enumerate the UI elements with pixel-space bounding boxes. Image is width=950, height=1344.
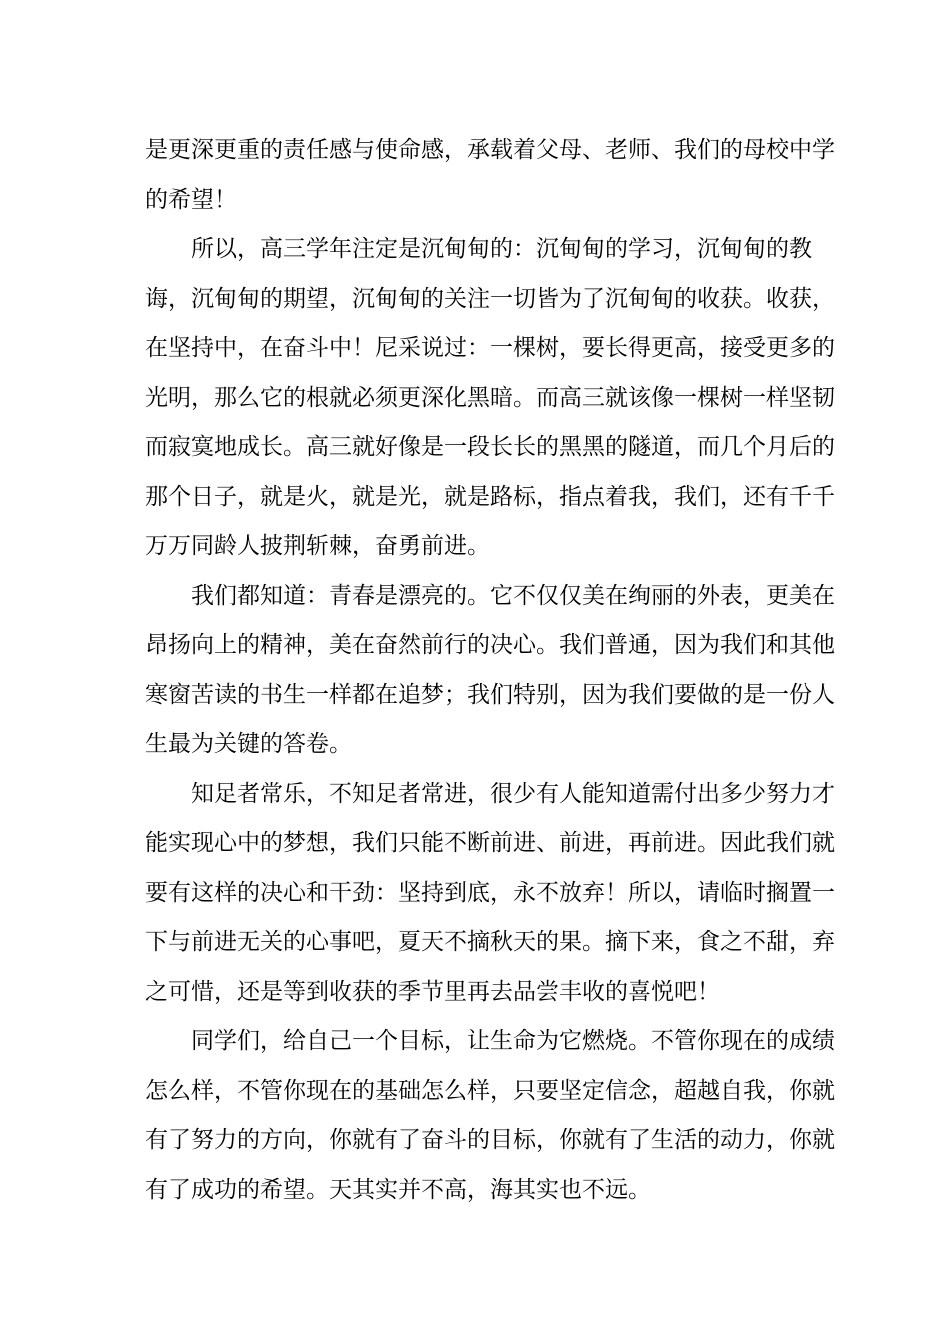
paragraph-3: 我们都知道：青春是漂亮的。它不仅仅美在绚丽的外表，更美在昂扬向上的精神，美在奋然前行的决心。我们普通，因为我们和其他寒窗苦读的书生一样都在追梦；我们特别，因为我们要做的是一份人生最为关键的答卷。 [145, 582, 835, 757]
paragraph-5: 同学们，给自己一个目标，让生命为它燃烧。不管你现在的成绩怎么样，不管你现在的基础怎么样，只要坚定信念，超越自我，你就有了努力的方向，你就有了奋斗的目标，你就有了生活的动力，你就有了成功的希望。天其实并不高，海其实也不远。 [145, 1028, 835, 1203]
paragraph-4: 知足者常乐，不知足者常进，很少有人能知道需付出多少努力才能实现心中的梦想，我们只能不断前进、前进，再前进。因此我们就要有这样的决心和干劲：坚持到底，永不放弃！所以，请临时搁置一下与前进无关的心事吧，夏天不摘秋天的果。摘下来，食之不甜，弃之可惜，还是等到收获的季节里再去品尝丰收的喜悦吧！ [145, 780, 835, 1005]
paragraph-1: 是更深更重的责任感与使命感，承载着父母、老师、我们的母校中学的希望！ [145, 137, 835, 213]
document-body [145, 126, 835, 1215]
paragraph-2: 所以，高三学年注定是沉甸甸的：沉甸甸的学习，沉甸甸的教诲，沉甸甸的期望，沉甸甸的关注一切皆为了沉甸甸的收获。收获，在坚持中，在奋斗中！尼采说过：一棵树，要长得更高，接受更多的光明，那么它的根就必须更深化黑暗。而高三就该像一棵树一样坚韧而寂寞地成长。高三就好像是一段长长的黑黑的隧道，而几个月后的那个日子，就是火，就是光，就是路标，指点着我，我们，还有千千万万同龄人披荆斩棘，奋勇前进。 [145, 236, 835, 559]
